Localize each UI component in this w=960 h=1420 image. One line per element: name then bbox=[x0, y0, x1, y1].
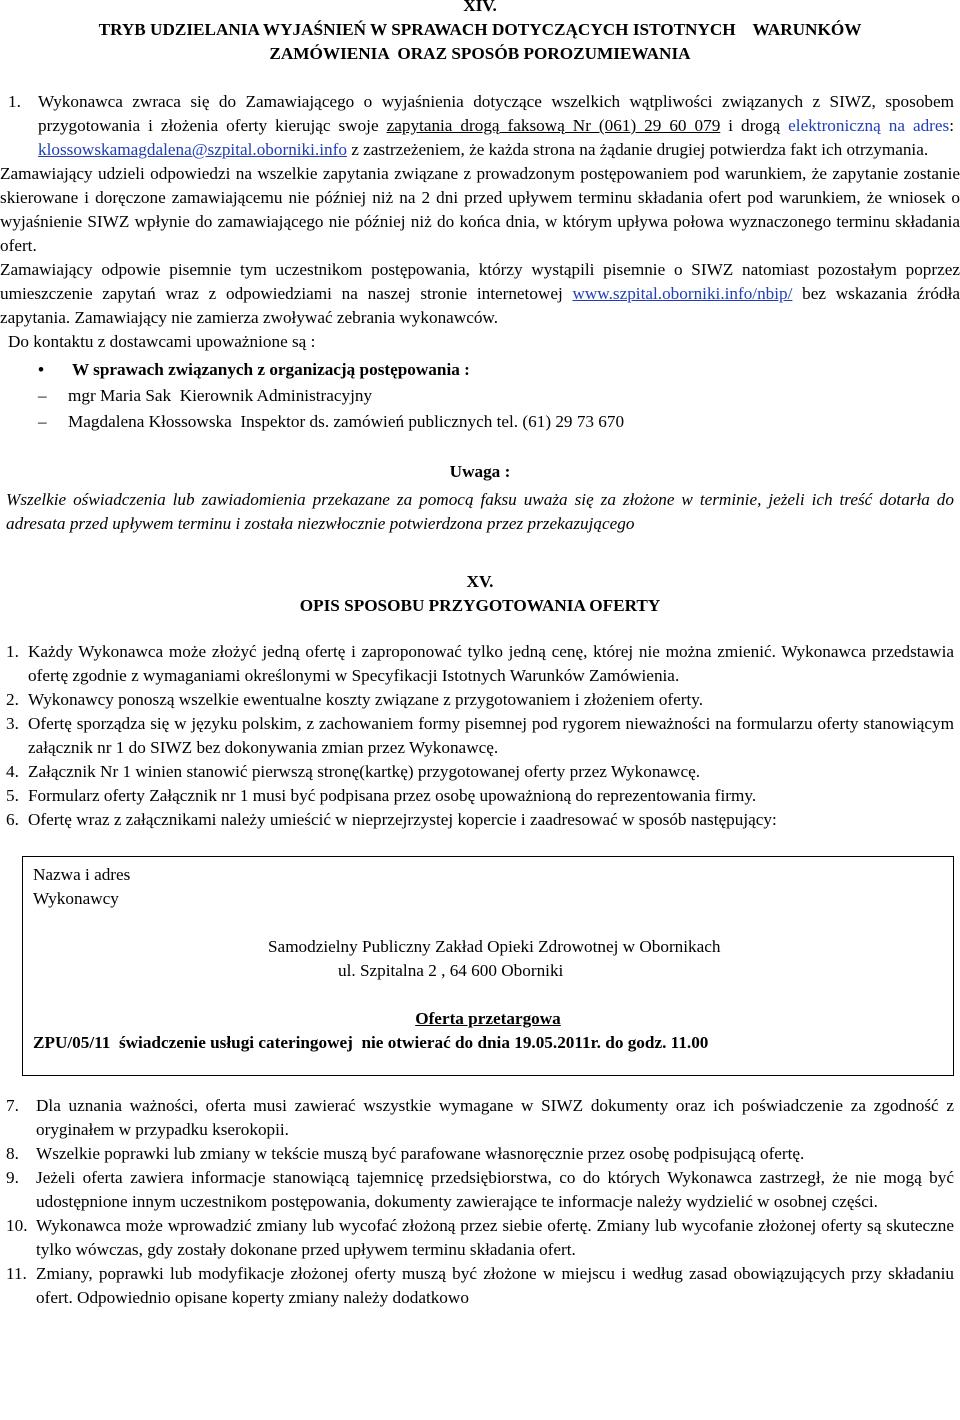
list-item-text: Ofertę sporządza się w języku polskim, z zachowaniem formy pisemnej pod rygorem nieważności na formularzu oferty stanowiącym załącznik nr 1 do SIWZ bez dokonywania zmian przez Wykonawcę. bbox=[28, 714, 954, 757]
bullet-icon: • bbox=[38, 360, 45, 379]
list-item-text: Formularz oferty Załącznik nr 1 musi być podpisana przez osobę upoważnioną do reprezentowania firmy. bbox=[28, 786, 757, 805]
list-item-number: 3. bbox=[6, 714, 19, 733]
list-item-number: 4. bbox=[6, 762, 19, 781]
section-15-list-continued bbox=[6, 1094, 954, 1310]
list-item bbox=[6, 1166, 954, 1214]
notice-title: Uwaga : bbox=[449, 462, 511, 481]
para-3-text-a: Zamawiający odpowie pisemnie tym uczestnikom postępowania, którzy wystąpili pisemnie o SIWZ natomiast pozostałym poprzez umieszczenie zapytań wraz z odpowiedziami na naszej stronie internetowej bbox=[0, 260, 960, 303]
email-part-a: klossowskamagdalena@szpital. bbox=[38, 140, 257, 159]
envelope-sender bbox=[33, 863, 130, 911]
item-1-text-b: i drogą bbox=[720, 116, 789, 135]
website-part-b: oborniki. bbox=[662, 284, 725, 303]
list-item-text: Dla uznania ważności, oferta musi zawierać wszystkie wymagane w SIWZ dokumenty oraz ich poświadczenie za zgodność z oryginałem w przypadku kserokopii. bbox=[36, 1096, 954, 1139]
list-item-number: 8. bbox=[6, 1144, 19, 1163]
dash-icon: – bbox=[38, 412, 47, 431]
section-14-paragraph-3 bbox=[0, 258, 960, 330]
contact-row-1 bbox=[38, 384, 960, 408]
fax-number: zapytania drogą faksową Nr (061) 29 60 079 bbox=[386, 116, 721, 135]
section-15-number: XV. bbox=[466, 572, 494, 591]
list-item bbox=[6, 1142, 954, 1166]
list-item bbox=[6, 1262, 954, 1310]
section-14-number: XIV. bbox=[463, 0, 497, 15]
dash-icon: – bbox=[38, 386, 47, 405]
section-14-title-line1: TRYB UDZIELANIA WYJAŚNIEŃ W SPRAWACH DOTYCZĄCYCH ISTOTNYCH WARUNKÓW bbox=[98, 20, 862, 39]
list-item-text: Zmiany, poprawki lub modyfikacje złożonej oferty muszą być złożone w miejscu i według zasad obowiązujących przy składaniu ofert. Odpowiednio opisane koperty zmiany należy dodatkowo bbox=[36, 1264, 954, 1307]
para-3-text-b: bez wskazania źródła zapytania. Zamawiający nie zamierza zwoływać zebrania wykonawców. bbox=[0, 284, 960, 327]
envelope-recipient-line-1: Samodzielny Publiczny Zakład Opieki Zdrowotnej w Obornikach bbox=[268, 937, 721, 956]
website-link[interactable] bbox=[572, 284, 792, 303]
item-number: 1. bbox=[8, 92, 21, 111]
colon: : bbox=[949, 116, 954, 135]
list-item-text: Wykonawcy ponoszą wszelkie ewentualne koszty związane z przygotowaniem i złożeniem oferty. bbox=[28, 690, 704, 709]
sender-line-2: Wykonawcy bbox=[33, 889, 119, 908]
email-part-b: oborniki. bbox=[256, 140, 320, 159]
list-item-number: 10. bbox=[6, 1216, 28, 1235]
item-1-text-c: z zastrzeżeniem, że każda strona na żądanie drugiej potwierdza fakt ich otrzymania. bbox=[346, 140, 929, 159]
list-item-text: Wszelkie poprawki lub zmiany w tekście muszą być parafowane własnoręcznie przez osobę podpisującą ofertę. bbox=[36, 1144, 805, 1163]
section-15-title: OPIS SPOSOBU PRZYGOTOWANIA OFERTY bbox=[299, 596, 661, 615]
list-item bbox=[6, 712, 954, 760]
item-1-text bbox=[38, 90, 954, 162]
envelope-recipient-line-2: ul. Szpitalna 2 , 64 600 Oborniki bbox=[338, 961, 564, 980]
list-item bbox=[6, 808, 954, 832]
section-14-paragraph-2: Zamawiający udzieli odpowiedzi na wszelkie zapytania związane z prowadzonym postępowaniem pod warunkiem, że zapytanie zostanie skierowane i doręczone zamawiającemu nie później niż na 2 dni przed upływem terminu składania ofert pod warunkiem, że wniosek o wyjaśnienie SIWZ wpłynie do zamawiającego nie później niż do końca dnia, w którym upływa połowa wyznaczonego terminu składania ofert. bbox=[0, 164, 960, 255]
list-item-number: 5. bbox=[6, 786, 19, 805]
list-item-text: Wykonawca może wprowadzić zmiany lub wycofać złożoną przez siebie ofertę. Zmiany lub wycofanie złożonej oferty są skuteczne tylko wówczas, gdy zostały dokonane przed upływem terminu składania ofert. bbox=[36, 1216, 954, 1259]
website-part-c: info/nbip/ bbox=[724, 284, 793, 303]
section-15-heading bbox=[0, 570, 960, 618]
list-item bbox=[6, 640, 954, 688]
envelope-offer-title: Oferta przetargowa bbox=[415, 1009, 561, 1028]
list-item bbox=[6, 760, 954, 784]
list-item-text: Jeżeli oferta zawiera informacje stanowiącą tajemnicę przedsiębiorstwa, co do których Wykonawca zastrzegł, że nie mogą być udostępnione innym uczestnikom postępowania, dokumenty zawierające te informacje należy wydzielić w osobnej części. bbox=[36, 1168, 954, 1211]
envelope-offer-reference: ZPU/05/11 świadczenie usługi cateringowej nie otwierać do dnia 19.05.2011r. do godz. 11.00 bbox=[33, 1033, 709, 1052]
list-item-number: 2. bbox=[6, 690, 19, 709]
electronic-address-label: elektroniczną na adres bbox=[788, 116, 950, 135]
contact-label: Do kontaktu z dostawcami upoważnione są : bbox=[8, 332, 316, 351]
list-item bbox=[6, 1214, 954, 1262]
contact-text-2: Magdalena Kłossowska Inspektor ds. zamówień publicznych tel. (61) 29 73 670 bbox=[68, 412, 625, 431]
email-part-c: info bbox=[319, 140, 347, 159]
list-item-text: Załącznik Nr 1 winien stanowić pierwszą stronę(kartkę) przygotowanej oferty przez Wykonawcę. bbox=[28, 762, 701, 781]
contact-text-1: mgr Maria Sak Kierownik Administracyjny bbox=[68, 386, 373, 405]
website-part-a: www.szpital. bbox=[572, 284, 663, 303]
list-item bbox=[6, 688, 954, 712]
list-item-number: 7. bbox=[6, 1096, 19, 1115]
sender-line-1: Nazwa i adres bbox=[33, 865, 131, 884]
list-item-number: 9. bbox=[6, 1168, 19, 1187]
list-item bbox=[6, 784, 954, 808]
list-item-number: 11. bbox=[6, 1264, 27, 1283]
list-item-text: Ofertę wraz z załącznikami należy umieścić w nieprzejrzystej kopercie i zaadresować w sposób następujący: bbox=[28, 810, 777, 829]
item-1-text-a: Wykonawca zwraca się do Zamawiającego o wyjaśnienia dotyczące wszelkich wątpliwości związanych z SIWZ, sposobem przygotowania i złożenia oferty kierując swoje bbox=[38, 92, 954, 135]
bullet-item bbox=[38, 358, 960, 382]
section-15-list bbox=[6, 640, 954, 832]
section-14-title-line2: ZAMÓWIENIA ORAZ SPOSÓB POROZUMIEWANIA bbox=[269, 44, 691, 63]
list-item-number: 1. bbox=[6, 642, 19, 661]
bullet-title: W sprawach związanych z organizacją postępowania : bbox=[72, 360, 470, 379]
list-item-text: Każdy Wykonawca może złożyć jedną ofertę i zaproponować tylko jedną cenę, której nie można zmienić. Wykonawca przedstawia ofertę zgodnie z wymaganiami określonymi w Specyfikacji Istotnych Warunków Zamówienia. bbox=[28, 642, 954, 685]
notice-text: Wszelkie oświadczenia lub zawiadomienia przekazane za pomocą faksu uważa się za złożone w terminie, jeżeli ich treść dotarła do adresata przed upływem terminu i została niezwłocznie potwierdzona przez przekazującego bbox=[6, 490, 954, 533]
list-item-number: 6. bbox=[6, 810, 19, 829]
email-link[interactable] bbox=[38, 140, 347, 159]
list-item bbox=[6, 1094, 954, 1142]
envelope-box bbox=[22, 856, 954, 1076]
section-14-item-1 bbox=[8, 90, 954, 162]
contact-row-2 bbox=[38, 410, 960, 434]
